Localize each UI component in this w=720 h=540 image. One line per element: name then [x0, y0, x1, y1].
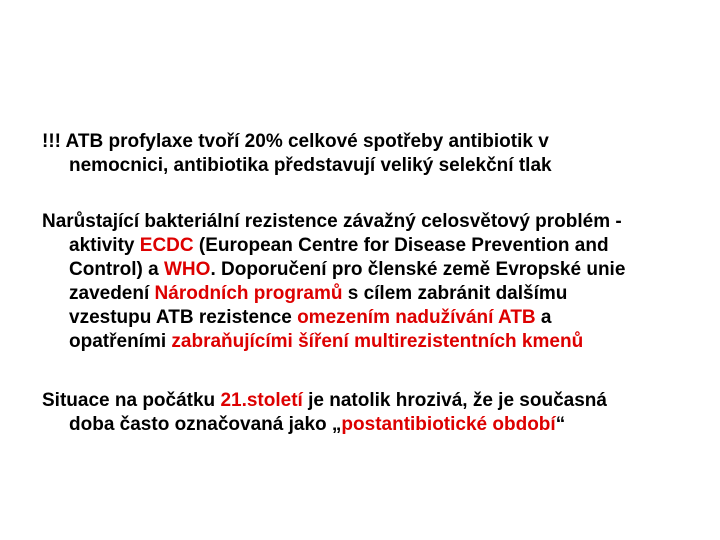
- text-line: [42, 330, 692, 354]
- text-segment: vzestupu ATB rezistence: [69, 307, 298, 328]
- text-segment: opatřeními: [69, 331, 172, 352]
- text-line: [42, 282, 692, 306]
- text-segment: . Doporučení pro členské země Evropské unie: [210, 259, 626, 280]
- text-segment: doba často označovaná jako „: [69, 414, 342, 435]
- highlight-overuse: omezením nadužívání ATB: [297, 307, 536, 328]
- text-segment: a: [535, 307, 552, 328]
- text-line: [42, 234, 692, 258]
- text-line: !!! ATB profylaxe tvoří 20% celkové spotřeby antibiotik v: [42, 131, 549, 152]
- text-line: nemocnici, antibiotika představují veliký selekční tlak: [69, 155, 552, 176]
- text-line: [42, 306, 692, 330]
- text-segment: Control) a: [69, 259, 164, 280]
- text-line: Narůstající bakteriální rezistence závažný celosvětový problém -: [42, 211, 622, 232]
- paragraph-situation: [42, 389, 692, 437]
- text-line: [42, 389, 692, 413]
- highlight-century: 21.století: [220, 390, 303, 411]
- text-segment: (European Centre for Disease Prevention and: [193, 235, 609, 256]
- text-line: [42, 413, 692, 437]
- paragraph-resistence: [42, 210, 692, 354]
- text-segment: aktivity: [69, 235, 140, 256]
- highlight-who: WHO: [164, 259, 211, 280]
- highlight-postantibiotic: postantibiotické období: [341, 414, 556, 435]
- highlight-ecdc: ECDC: [139, 235, 194, 256]
- highlight-multiresistant: zabraňujícími šíření multirezistentních kmenů: [171, 331, 584, 352]
- text-line: [42, 258, 692, 282]
- text-segment: s cílem zabránit dalšímu: [342, 283, 568, 304]
- highlight-national-programs: Národních programů: [154, 283, 343, 304]
- text-segment: zavedení: [69, 283, 155, 304]
- text-segment: “: [555, 414, 566, 435]
- paragraph-atb-prophylaxis: [42, 130, 692, 178]
- text-segment: Situace na počátku: [42, 390, 221, 411]
- text-segment: je natolik hrozivá, že je současná: [302, 390, 607, 411]
